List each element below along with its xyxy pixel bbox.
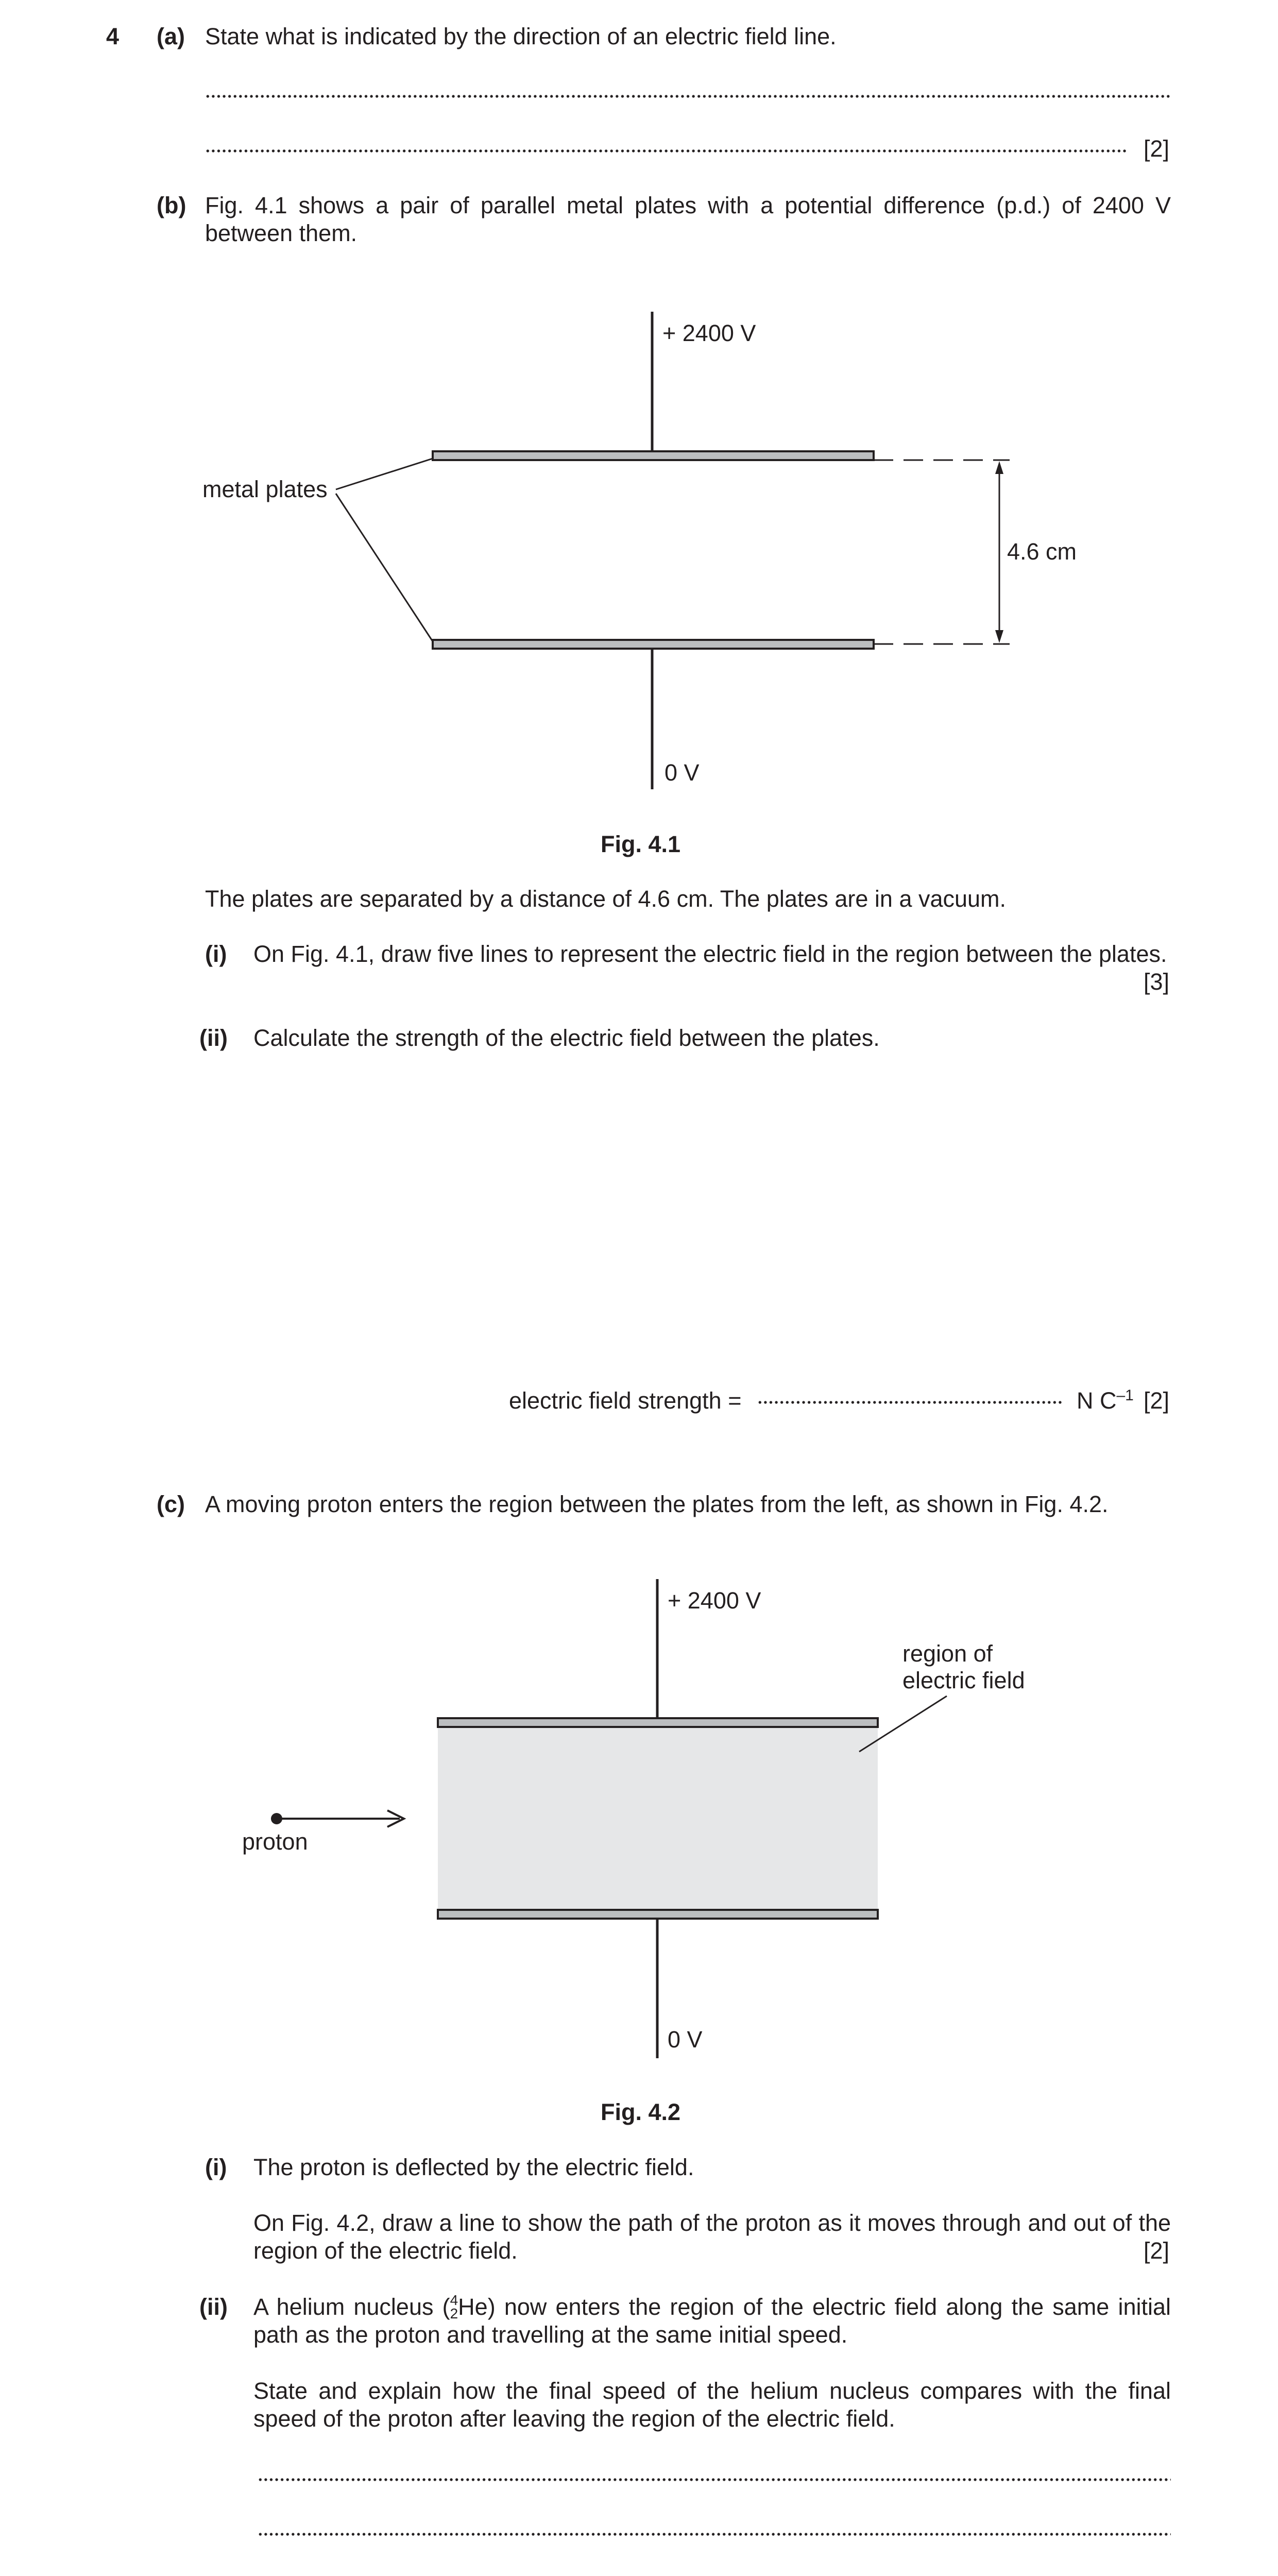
fig42-top-voltage: + 2400 V	[668, 1587, 761, 1614]
part-b-intro: Fig. 4.1 shows a pair of parallel metal plates with a potential difference (p.d.) of 2400 V between them.	[205, 192, 1171, 246]
part-b-i-label: (i)	[205, 941, 227, 967]
efs-unit: N $C^{-1}$	[1077, 1387, 1134, 1414]
fig42-region-label-1: region of	[902, 1640, 993, 1667]
part-a-text: State what is indicated by the direction of an electric field line.	[205, 23, 837, 49]
part-b-ii-label: (ii)	[199, 1025, 228, 1051]
part-c-i-text2: On Fig. 4.2, draw a line to show the path of the proton as it moves through and out of the region of the electric field.	[253, 2210, 1171, 2264]
marks-b-i: [3]	[1144, 969, 1170, 995]
fig41-caption: Fig. 4.1	[601, 831, 681, 857]
field-region	[438, 1727, 878, 1910]
separation-text: The plates are separated by a distance of 4.6 cm. The plates are in a vacuum.	[205, 886, 1007, 912]
answer-line[interactable]	[258, 2531, 1171, 2537]
part-b-ii-text: Calculate the strength of the electric field between the plates.	[253, 1025, 880, 1051]
part-c-ii-label: (ii)	[199, 2294, 228, 2320]
marks-a: [2]	[1144, 135, 1170, 162]
part-c-i-label: (i)	[205, 2154, 227, 2180]
part-b-i-text: On Fig. 4.1, draw five lines to represent the electric field in the region between the plates.	[253, 941, 1167, 967]
part-c-i-text1: The proton is deflected by the electric field.	[253, 2154, 694, 2180]
bottom-plate	[438, 1910, 878, 1919]
nuclide-notation: 4 2	[450, 2292, 458, 2322]
fig41-plates-label: metal plates	[202, 476, 328, 502]
part-a-label: (a)	[157, 23, 185, 49]
part-b-label: (b)	[157, 192, 186, 218]
part-c-ii-text2: State and explain how the final speed of the helium nucleus compares with the final speed of the proton after leaving the region of the electric field.	[253, 2378, 1171, 2432]
fig41-top-voltage: + 2400 V	[662, 320, 756, 346]
top-plate	[438, 1718, 878, 1727]
part-c-ii-text1: A helium nucleus (4 2He) now enters the region of the electric field along the same initial path as the proton and travelling at the same initial speed.	[253, 2292, 1171, 2348]
fig41-distance-label: 4.6 cm	[1007, 538, 1077, 565]
fig42-caption: Fig. 4.2	[601, 2099, 681, 2125]
question-number: 4	[106, 23, 120, 49]
marks-b-ii: [2]	[1144, 1387, 1170, 1414]
part-c-intro: A moving proton enters the region between the plates from the left, as shown in Fig. 4.2.	[205, 1491, 1109, 1517]
fig42-proton-label: proton	[242, 1828, 308, 1855]
fig42-region-label-2: electric field	[902, 1667, 1025, 1693]
part-c-label: (c)	[157, 1491, 185, 1517]
fig41-bottom-voltage: 0 V	[664, 759, 700, 786]
fig42-bottom-voltage: 0 V	[668, 2026, 703, 2053]
marks-c-i: [2]	[1144, 2238, 1170, 2264]
efs-answer-label: electric field strength =	[509, 1387, 742, 1414]
answer-line[interactable]	[258, 2477, 1171, 2483]
